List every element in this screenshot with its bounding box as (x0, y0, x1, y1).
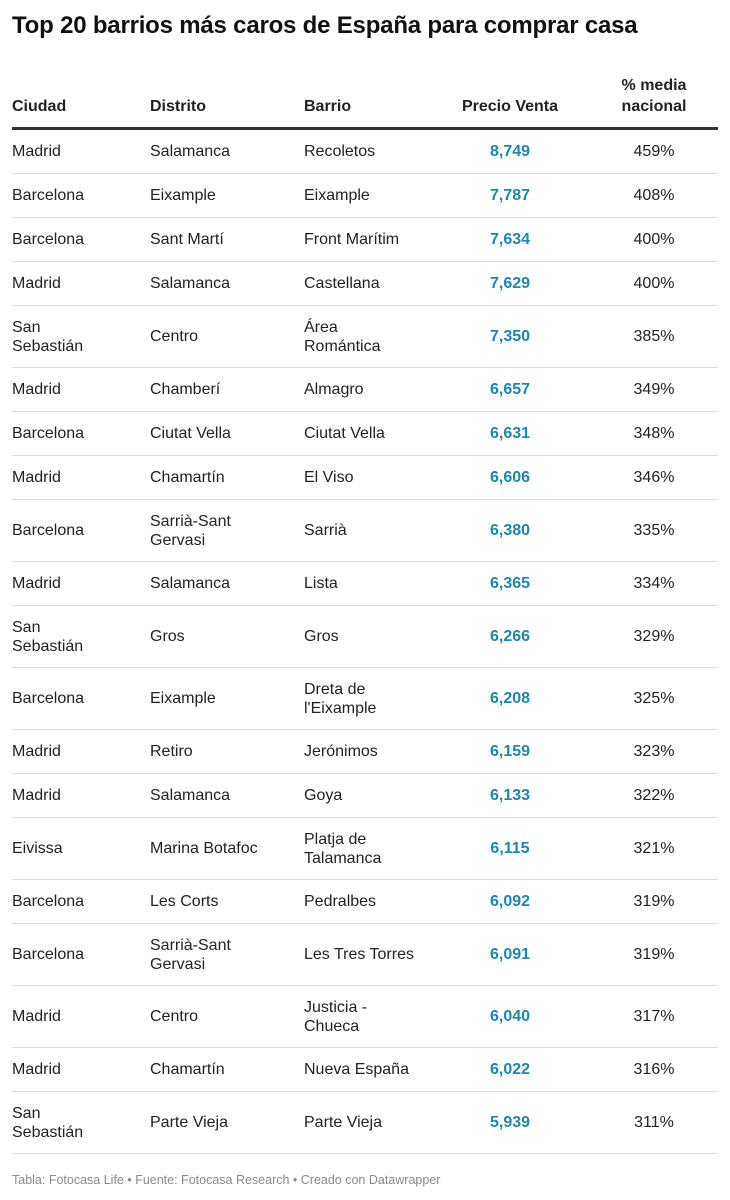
cell-media-nacional: 408% (590, 174, 718, 218)
cell-ciudad: Madrid (12, 262, 150, 306)
cell-distrito: Ciutat Vella (150, 412, 304, 456)
cell-media-nacional: 325% (590, 668, 718, 730)
cell-media-nacional: 321% (590, 818, 718, 880)
cell-media-nacional: 349% (590, 368, 718, 412)
data-table (12, 70, 718, 1154)
table-row (12, 818, 718, 880)
cell-media-nacional: 348% (590, 412, 718, 456)
column-header-barrio[interactable]: Barrio (304, 70, 430, 129)
cell-distrito: Marina Botafoc (150, 818, 304, 880)
table-row (12, 262, 718, 306)
table-row (12, 368, 718, 412)
table-row (12, 562, 718, 606)
cell-barrio: Eixample (304, 174, 430, 218)
cell-ciudad: Madrid (12, 986, 150, 1048)
cell-ciudad: Barcelona (12, 412, 150, 456)
cell-media-nacional: 311% (590, 1092, 718, 1154)
table-row (12, 456, 718, 500)
cell-precio-venta: 5,939 (430, 1092, 590, 1154)
cell-distrito: Sarrià-Sant Gervasi (150, 500, 304, 562)
column-header-media-nacional[interactable]: % media nacional (590, 70, 718, 129)
cell-distrito: Salamanca (150, 774, 304, 818)
cell-distrito: Centro (150, 986, 304, 1048)
cell-distrito: Eixample (150, 174, 304, 218)
cell-distrito: Salamanca (150, 129, 304, 174)
cell-precio-venta: 6,631 (430, 412, 590, 456)
cell-distrito: Les Corts (150, 880, 304, 924)
cell-barrio: Dreta de l'Eixample (304, 668, 430, 730)
column-header-distrito[interactable]: Distrito (150, 70, 304, 129)
cell-barrio: El Viso (304, 456, 430, 500)
table-row (12, 129, 718, 174)
cell-precio-venta: 6,657 (430, 368, 590, 412)
cell-ciudad: Madrid (12, 129, 150, 174)
cell-precio-venta: 6,380 (430, 500, 590, 562)
cell-media-nacional: 400% (590, 262, 718, 306)
cell-ciudad: Madrid (12, 730, 150, 774)
cell-precio-venta: 6,606 (430, 456, 590, 500)
table-row (12, 218, 718, 262)
cell-barrio: Nueva España (304, 1048, 430, 1092)
table-row (12, 412, 718, 456)
cell-media-nacional: 319% (590, 924, 718, 986)
cell-ciudad: Barcelona (12, 174, 150, 218)
cell-distrito: Eixample (150, 668, 304, 730)
cell-distrito: Chamartín (150, 456, 304, 500)
cell-ciudad: Madrid (12, 562, 150, 606)
cell-ciudad: Barcelona (12, 924, 150, 986)
cell-distrito: Retiro (150, 730, 304, 774)
cell-precio-venta: 6,092 (430, 880, 590, 924)
cell-media-nacional: 334% (590, 562, 718, 606)
cell-media-nacional: 400% (590, 218, 718, 262)
cell-ciudad: Madrid (12, 774, 150, 818)
cell-media-nacional: 323% (590, 730, 718, 774)
table-row (12, 986, 718, 1048)
cell-media-nacional: 317% (590, 986, 718, 1048)
table-row (12, 500, 718, 562)
column-header-precio-venta[interactable]: Precio Venta (430, 70, 590, 129)
cell-distrito: Sant Martí (150, 218, 304, 262)
column-header-ciudad[interactable]: Ciudad (12, 70, 150, 129)
cell-barrio: Recoletos (304, 129, 430, 174)
cell-ciudad: Barcelona (12, 218, 150, 262)
cell-barrio: Justicia - Chueca (304, 986, 430, 1048)
cell-precio-venta: 7,634 (430, 218, 590, 262)
cell-ciudad: Barcelona (12, 880, 150, 924)
cell-media-nacional: 319% (590, 880, 718, 924)
cell-distrito: Centro (150, 306, 304, 368)
cell-precio-venta: 6,133 (430, 774, 590, 818)
cell-precio-venta: 6,159 (430, 730, 590, 774)
cell-barrio: Parte Vieja (304, 1092, 430, 1154)
cell-barrio: Pedralbes (304, 880, 430, 924)
cell-barrio: Lista (304, 562, 430, 606)
cell-ciudad: Barcelona (12, 500, 150, 562)
cell-precio-venta: 6,115 (430, 818, 590, 880)
table-row (12, 606, 718, 668)
table-row (12, 924, 718, 986)
table-row (12, 306, 718, 368)
cell-precio-venta: 7,629 (430, 262, 590, 306)
cell-barrio: Gros (304, 606, 430, 668)
cell-precio-venta: 8,749 (430, 129, 590, 174)
page-title: Top 20 barrios más caros de España para comprar casa (12, 12, 638, 39)
cell-media-nacional: 346% (590, 456, 718, 500)
cell-distrito: Salamanca (150, 562, 304, 606)
footer-credits: Tabla: Fotocasa Life • Fuente: Fotocasa Research • Creado con Datawrapper (12, 1173, 441, 1187)
cell-barrio: Almagro (304, 368, 430, 412)
cell-distrito: Chamberí (150, 368, 304, 412)
cell-media-nacional: 335% (590, 500, 718, 562)
table-row (12, 1048, 718, 1092)
cell-barrio: Ciutat Vella (304, 412, 430, 456)
table-row (12, 174, 718, 218)
cell-ciudad: Madrid (12, 456, 150, 500)
cell-barrio: Área Romántica (304, 306, 430, 368)
cell-precio-venta: 6,022 (430, 1048, 590, 1092)
table-row (12, 730, 718, 774)
cell-media-nacional: 459% (590, 129, 718, 174)
cell-precio-venta: 7,787 (430, 174, 590, 218)
cell-ciudad: Barcelona (12, 668, 150, 730)
cell-precio-venta: 6,266 (430, 606, 590, 668)
cell-media-nacional: 322% (590, 774, 718, 818)
cell-ciudad: San Sebastián (12, 306, 150, 368)
cell-distrito: Sarrià-Sant Gervasi (150, 924, 304, 986)
table-row (12, 668, 718, 730)
cell-precio-venta: 6,208 (430, 668, 590, 730)
cell-barrio: Castellana (304, 262, 430, 306)
cell-barrio: Front Marítim (304, 218, 430, 262)
cell-barrio: Platja de Talamanca (304, 818, 430, 880)
cell-precio-venta: 6,365 (430, 562, 590, 606)
cell-barrio: Sarrià (304, 500, 430, 562)
cell-ciudad: San Sebastián (12, 606, 150, 668)
cell-precio-venta: 7,350 (430, 306, 590, 368)
cell-ciudad: San Sebastián (12, 1092, 150, 1154)
cell-distrito: Parte Vieja (150, 1092, 304, 1154)
cell-distrito: Salamanca (150, 262, 304, 306)
table-header-row (12, 70, 718, 129)
cell-media-nacional: 385% (590, 306, 718, 368)
cell-precio-venta: 6,040 (430, 986, 590, 1048)
table-row (12, 880, 718, 924)
cell-media-nacional: 329% (590, 606, 718, 668)
cell-distrito: Chamartín (150, 1048, 304, 1092)
cell-barrio: Goya (304, 774, 430, 818)
cell-media-nacional: 316% (590, 1048, 718, 1092)
cell-ciudad: Madrid (12, 368, 150, 412)
cell-barrio: Les Tres Torres (304, 924, 430, 986)
cell-ciudad: Eivissa (12, 818, 150, 880)
cell-distrito: Gros (150, 606, 304, 668)
cell-ciudad: Madrid (12, 1048, 150, 1092)
table-row (12, 774, 718, 818)
cell-barrio: Jerónimos (304, 730, 430, 774)
cell-precio-venta: 6,091 (430, 924, 590, 986)
table-row (12, 1092, 718, 1154)
